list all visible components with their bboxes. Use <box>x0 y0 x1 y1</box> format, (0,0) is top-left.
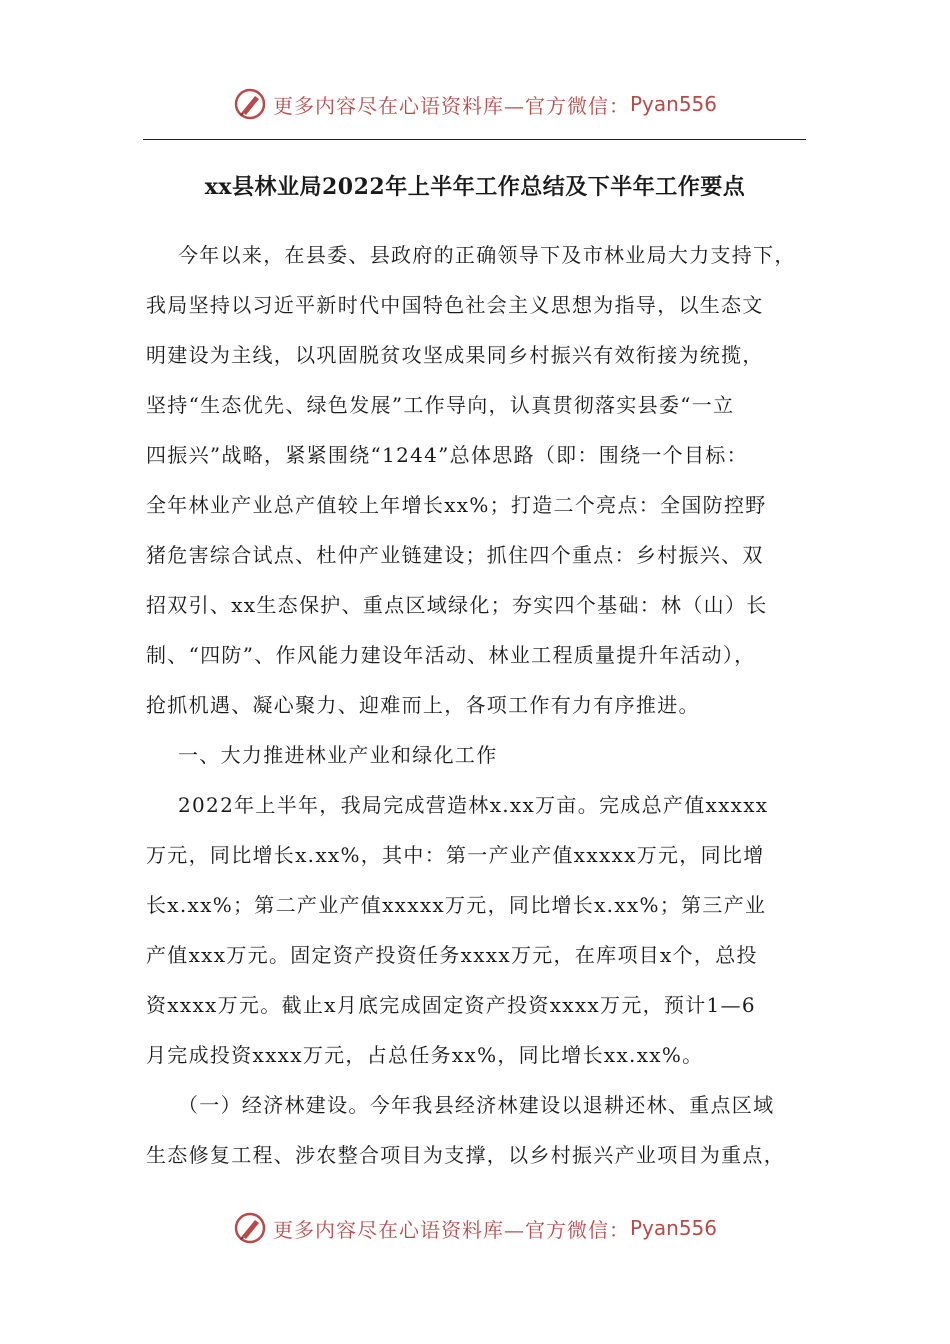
paragraph-line: 月完成投资xxxx万元，占总任务xx%，同比增长xx.xx%。 <box>146 1043 704 1067</box>
footer-watermark <box>0 1208 950 1248</box>
paragraph-line: 全年林业产业总产值较上年增长xx%；打造二个亮点：全国防控野 <box>146 493 767 517</box>
paragraph-line: 明建设为主线，以巩固脱贫攻坚成果同乡村振兴有效衔接为统揽， <box>146 343 764 367</box>
paragraph-line: 资xxxx万元。截止x月底完成固定资产投资xxxx万元，预计1—6 <box>146 993 756 1017</box>
paragraph-line: 制、“四防”、作风能力建设年活动、林业工程质量提升年活动）， <box>146 643 756 667</box>
document-title: xx县林业局2022年上半年工作总结及下半年工作要点 <box>204 174 746 200</box>
watermark-wechat-id: Pyan556 <box>629 1216 717 1240</box>
pen-logo-icon <box>233 87 267 121</box>
paragraph-line: 我局坚持以习近平新时代中国特色社会主义思想为指导，以生态文 <box>146 293 764 317</box>
paragraph-line: 生态修复工程、涉农整合项目为支撑，以乡村振兴产业项目为重点， <box>146 1143 785 1167</box>
watermark-text: 更多内容尽在心语资料库—官方微信： <box>272 93 630 118</box>
subsection-line: （一）经济林建设。今年我县经济林建设以退耕还林、重点区域 <box>178 1093 775 1117</box>
header-watermark <box>0 84 950 124</box>
pen-logo-icon <box>233 1211 267 1245</box>
paragraph-line: 今年以来，在县委、县政府的正确领导下及市林业局大力支持下， <box>178 243 796 267</box>
watermark-text: 更多内容尽在心语资料库—官方微信： <box>272 1217 630 1242</box>
paragraph-line: 坚持“生态优先、绿色发展”工作导向，认真贯彻落实县委“一立 <box>146 393 735 417</box>
paragraph-line: 招双引、xx生态保护、重点区域绿化；夯实四个基础：林（山）长 <box>146 593 768 617</box>
watermark-wechat-id: Pyan556 <box>629 92 717 116</box>
paragraph-line: 产值xxx万元。固定资产投资任务xxxx万元，在库项目x个，总投 <box>146 943 758 967</box>
paragraph-line: 四振兴”战略，紧紧围绕“1244”总体思路（即：围绕一个目标： <box>146 443 748 467</box>
section-heading: 一、大力推进林业产业和绿化工作 <box>178 743 498 767</box>
paragraph-line: 2022年上半年，我局完成营造林x.xx万亩。完成总产值xxxxx <box>178 793 769 817</box>
paragraph-line: 万元，同比增长x.xx%，其中：第一产业产值xxxxx万元，同比增 <box>146 843 765 867</box>
header-divider <box>143 139 806 140</box>
paragraph-line: 猪危害综合试点、杜仲产业链建设；抓住四个重点：乡村振兴、双 <box>146 543 764 567</box>
paragraph-line: 抢抓机遇、凝心聚力、迎难而上，各项工作有力有序推进。 <box>146 693 700 717</box>
paragraph-line: 长x.xx%；第二产业产值xxxxx万元，同比增长x.xx%；第三产业 <box>146 893 767 917</box>
